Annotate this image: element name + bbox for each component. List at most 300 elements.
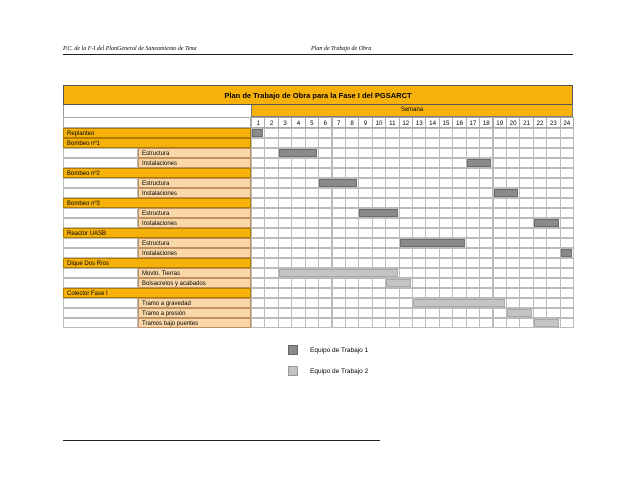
- grid-cell: [345, 168, 359, 178]
- schedule-bar-team-1: [252, 129, 263, 137]
- grid-cell: [533, 268, 547, 278]
- grid-cell: [332, 318, 346, 328]
- grid-cell: [345, 138, 359, 148]
- grid-cell: [291, 128, 305, 138]
- task-label: Tramo a gravedad: [138, 298, 251, 308]
- grid-cell: [345, 308, 359, 318]
- grid-cell: [479, 198, 493, 208]
- grid-cell: [278, 128, 292, 138]
- grid-cell: [519, 158, 533, 168]
- week-number: 4: [291, 117, 305, 128]
- grid-cell: [466, 208, 480, 218]
- category-spacer: [63, 278, 138, 288]
- grid-cell: [519, 148, 533, 158]
- grid-cell: [546, 208, 560, 218]
- grid-cell: [533, 208, 547, 218]
- grid-cell: [372, 288, 386, 298]
- grid-cell: [452, 218, 466, 228]
- grid-cell: [318, 168, 332, 178]
- grid-cell: [385, 318, 399, 328]
- grid-cell: [533, 278, 547, 288]
- category-spacer: [63, 178, 138, 188]
- week-number: 21: [519, 117, 533, 128]
- grid-cell: [412, 248, 426, 258]
- grid-cell: [546, 238, 560, 248]
- grid-cell: [519, 278, 533, 288]
- grid-cell: [372, 198, 386, 208]
- grid-cell: [493, 138, 507, 148]
- grid-cell: [439, 188, 453, 198]
- semana-header: Semana: [251, 105, 573, 117]
- grid-cell: [305, 198, 319, 208]
- grid-cell: [332, 258, 346, 268]
- grid-cell: [291, 188, 305, 198]
- grid-cell: [519, 248, 533, 258]
- grid-cell: [425, 268, 439, 278]
- grid-cell: [439, 218, 453, 228]
- grid-cell: [466, 268, 480, 278]
- week-number: 14: [425, 117, 439, 128]
- grid-cell: [372, 258, 386, 268]
- category-spacer: [63, 248, 138, 258]
- grid-cell: [466, 178, 480, 188]
- grid-cell: [546, 158, 560, 168]
- grid-cell: [425, 288, 439, 298]
- grid-cell: [479, 188, 493, 198]
- grid-cell: [305, 238, 319, 248]
- grid-cell: [533, 198, 547, 208]
- grid-cell: [305, 158, 319, 168]
- legend-swatch: [288, 345, 298, 355]
- grid-cell: [452, 228, 466, 238]
- grid-cell: [493, 218, 507, 228]
- grid-cell: [493, 208, 507, 218]
- grid-cell: [452, 248, 466, 258]
- schedule-bar-team-1: [534, 219, 559, 227]
- grid-cell: [399, 268, 413, 278]
- grid-cell: [399, 298, 413, 308]
- category-spacer: [63, 318, 138, 328]
- task-label: Estructura: [138, 148, 251, 158]
- grid-cell: [560, 128, 574, 138]
- task-label: Estructura: [138, 238, 251, 248]
- grid-cell: [533, 238, 547, 248]
- grid-cell: [493, 258, 507, 268]
- grid-cell: [412, 278, 426, 288]
- grid-cell: [533, 128, 547, 138]
- grid-cell: [506, 228, 520, 238]
- grid-cell: [385, 158, 399, 168]
- grid-cell: [264, 178, 278, 188]
- grid-cell: [412, 318, 426, 328]
- grid-cell: [479, 128, 493, 138]
- grid-cell: [533, 308, 547, 318]
- grid-cell: [479, 168, 493, 178]
- grid-cell: [385, 168, 399, 178]
- grid-cell: [519, 198, 533, 208]
- week-number: 12: [399, 117, 413, 128]
- grid-cell: [519, 298, 533, 308]
- grid-cell: [493, 198, 507, 208]
- grid-cell: [412, 228, 426, 238]
- grid-cell: [519, 238, 533, 248]
- grid-cell: [305, 168, 319, 178]
- grid-cell: [345, 318, 359, 328]
- grid-cell: [399, 188, 413, 198]
- grid-cell: [332, 248, 346, 258]
- week-number: 24: [560, 117, 574, 128]
- grid-cell: [264, 268, 278, 278]
- grid-cell: [546, 278, 560, 288]
- grid-cell: [305, 228, 319, 238]
- grid-cell: [318, 238, 332, 248]
- grid-cell: [519, 138, 533, 148]
- grid-cell: [345, 288, 359, 298]
- grid-cell: [533, 188, 547, 198]
- grid-cell: [318, 278, 332, 288]
- grid-cell: [358, 298, 372, 308]
- grid-cell: [278, 188, 292, 198]
- grid-cell: [385, 228, 399, 238]
- grid-cell: [264, 308, 278, 318]
- grid-cell: [560, 308, 574, 318]
- grid-cell: [560, 158, 574, 168]
- grid-cell: [358, 318, 372, 328]
- grid-cell: [439, 288, 453, 298]
- grid-cell: [412, 128, 426, 138]
- grid-cell: [345, 238, 359, 248]
- week-number: 19: [493, 117, 507, 128]
- grid-cell: [399, 198, 413, 208]
- week-number: 22: [533, 117, 547, 128]
- grid-cell: [546, 248, 560, 258]
- grid-cell: [332, 298, 346, 308]
- grid-cell: [251, 268, 265, 278]
- schedule-bar-team-1: [561, 249, 572, 257]
- grid-cell: [425, 198, 439, 208]
- grid-cell: [546, 138, 560, 148]
- grid-cell: [412, 188, 426, 198]
- grid-cell: [291, 198, 305, 208]
- task-label: Bolsacretos y acabados: [138, 278, 251, 288]
- grid-cell: [546, 268, 560, 278]
- week-number: 8: [345, 117, 359, 128]
- grid-cell: [358, 278, 372, 288]
- grid-cell: [318, 228, 332, 238]
- grid-cell: [560, 268, 574, 278]
- grid-cell: [439, 138, 453, 148]
- grid-cell: [358, 308, 372, 318]
- grid-cell: [506, 298, 520, 308]
- grid-cell: [332, 128, 346, 138]
- grid-cell: [372, 278, 386, 288]
- grid-cell: [372, 238, 386, 248]
- grid-cell: [466, 258, 480, 268]
- grid-cell: [399, 138, 413, 148]
- grid-cell: [385, 178, 399, 188]
- grid-cell: [493, 248, 507, 258]
- grid-cell: [264, 288, 278, 298]
- grid-cell: [425, 138, 439, 148]
- grid-cell: [560, 168, 574, 178]
- legend-item: [288, 344, 368, 356]
- grid-cell: [425, 228, 439, 238]
- grid-cell: [332, 148, 346, 158]
- grid-cell: [466, 138, 480, 148]
- grid-cell: [291, 298, 305, 308]
- grid-cell: [372, 298, 386, 308]
- grid-cell: [399, 318, 413, 328]
- grid-cell: [372, 148, 386, 158]
- grid-cell: [385, 148, 399, 158]
- week-number: 7: [332, 117, 346, 128]
- grid-cell: [412, 308, 426, 318]
- grid-cell: [251, 288, 265, 298]
- grid-cell: [466, 288, 480, 298]
- grid-cell: [291, 288, 305, 298]
- grid-cell: [278, 208, 292, 218]
- grid-cell: [399, 308, 413, 318]
- grid-cell: [439, 178, 453, 188]
- grid-cell: [519, 208, 533, 218]
- week-number: 9: [358, 117, 372, 128]
- grid-cell: [506, 168, 520, 178]
- grid-cell: [452, 268, 466, 278]
- week-number: 1: [251, 117, 265, 128]
- grid-cell: [345, 218, 359, 228]
- task-label: Movto. Tierras: [138, 268, 251, 278]
- grid-cell: [358, 178, 372, 188]
- category-spacer: [63, 308, 138, 318]
- grid-cell: [264, 298, 278, 308]
- grid-cell: [506, 288, 520, 298]
- grid-cell: [291, 308, 305, 318]
- grid-cell: [425, 258, 439, 268]
- grid-cell: [318, 148, 332, 158]
- week-number: 18: [479, 117, 493, 128]
- schedule-bar-team-2: [386, 279, 411, 287]
- grid-cell: [493, 278, 507, 288]
- grid-cell: [345, 208, 359, 218]
- grid-cell: [332, 238, 346, 248]
- grid-cell: [519, 288, 533, 298]
- grid-cell: [519, 318, 533, 328]
- grid-cell: [385, 238, 399, 248]
- grid-cell: [278, 158, 292, 168]
- grid-cell: [560, 198, 574, 208]
- grid-cell: [425, 218, 439, 228]
- grid-cell: [251, 228, 265, 238]
- grid-cell: [251, 258, 265, 268]
- grid-cell: [385, 198, 399, 208]
- grid-cell: [506, 128, 520, 138]
- grid-cell: [264, 318, 278, 328]
- grid-cell: [506, 138, 520, 148]
- category-label: Bombeo nº1: [63, 138, 251, 148]
- grid-cell: [560, 188, 574, 198]
- grid-cell: [291, 178, 305, 188]
- grid-cell: [425, 318, 439, 328]
- week-number: 20: [506, 117, 520, 128]
- grid-cell: [399, 178, 413, 188]
- category-spacer: [63, 218, 138, 228]
- grid-cell: [278, 168, 292, 178]
- semana-spacer: [63, 105, 251, 117]
- grid-cell: [479, 258, 493, 268]
- schedule-bar-team-1: [467, 159, 492, 167]
- grid-cell: [439, 198, 453, 208]
- grid-cell: [466, 198, 480, 208]
- grid-cell: [452, 148, 466, 158]
- grid-cell: [264, 278, 278, 288]
- header-rule: [63, 54, 573, 55]
- legend-item: [288, 365, 368, 377]
- grid-cell: [466, 238, 480, 248]
- grid-cell: [493, 228, 507, 238]
- week-number: 17: [466, 117, 480, 128]
- grid-cell: [439, 168, 453, 178]
- grid-cell: [358, 228, 372, 238]
- grid-cell: [466, 248, 480, 258]
- task-label: Instalaciones: [138, 248, 251, 258]
- grid-cell: [305, 138, 319, 148]
- grid-cell: [399, 288, 413, 298]
- grid-cell: [560, 318, 574, 328]
- grid-cell: [345, 198, 359, 208]
- grid-cell: [305, 188, 319, 198]
- grid-cell: [452, 178, 466, 188]
- schedule-bar-team-1: [319, 179, 357, 187]
- grid-cell: [345, 248, 359, 258]
- category-spacer: [63, 208, 138, 218]
- grid-cell: [466, 278, 480, 288]
- grid-cell: [345, 128, 359, 138]
- grid-cell: [493, 168, 507, 178]
- grid-cell: [264, 228, 278, 238]
- grid-cell: [439, 258, 453, 268]
- grid-cell: [425, 158, 439, 168]
- grid-cell: [332, 168, 346, 178]
- grid-cell: [479, 148, 493, 158]
- grid-cell: [560, 258, 574, 268]
- grid-cell: [493, 268, 507, 278]
- grid-cell: [519, 178, 533, 188]
- grid-cell: [264, 148, 278, 158]
- header-left: P.C. de la F-I del PlanGeneral de Saneamiento de Tena: [63, 46, 197, 52]
- grid-cell: [305, 208, 319, 218]
- grid-cell: [560, 278, 574, 288]
- grid-cell: [345, 188, 359, 198]
- grid-cell: [372, 248, 386, 258]
- grid-cell: [399, 258, 413, 268]
- grid-cell: [291, 238, 305, 248]
- grid-cell: [305, 128, 319, 138]
- grid-cell: [332, 158, 346, 168]
- grid-cell: [439, 148, 453, 158]
- category-spacer: [63, 148, 138, 158]
- grid-cell: [519, 128, 533, 138]
- grid-cell: [479, 138, 493, 148]
- grid-cell: [332, 308, 346, 318]
- grid-cell: [546, 128, 560, 138]
- grid-cell: [385, 138, 399, 148]
- grid-cell: [439, 278, 453, 288]
- grid-cell: [291, 318, 305, 328]
- grid-cell: [251, 148, 265, 158]
- grid-cell: [425, 148, 439, 158]
- grid-cell: [479, 288, 493, 298]
- grid-cell: [412, 258, 426, 268]
- grid-cell: [506, 318, 520, 328]
- schedule-bar-team-1: [279, 149, 317, 157]
- week-number: 5: [305, 117, 319, 128]
- week-number: 23: [546, 117, 560, 128]
- category-spacer: [63, 188, 138, 198]
- grid-cell: [479, 178, 493, 188]
- grid-cell: [372, 128, 386, 138]
- grid-cell: [466, 168, 480, 178]
- grid-cell: [425, 308, 439, 318]
- category-label: Reactor UASB: [63, 228, 251, 238]
- grid-cell: [278, 258, 292, 268]
- grid-cell: [332, 138, 346, 148]
- grid-cell: [291, 228, 305, 238]
- grid-cell: [251, 198, 265, 208]
- footer-rule: [63, 440, 380, 441]
- grid-cell: [506, 148, 520, 158]
- category-label: Dique Dos Ríos: [63, 258, 251, 268]
- grid-cell: [264, 138, 278, 148]
- grid-cell: [533, 298, 547, 308]
- grid-cell: [466, 218, 480, 228]
- grid-cell: [332, 278, 346, 288]
- grid-cell: [452, 308, 466, 318]
- grid-cell: [439, 308, 453, 318]
- schedule-bar-team-2: [413, 299, 505, 307]
- grid-cell: [332, 228, 346, 238]
- grid-cell: [278, 218, 292, 228]
- grid-cell: [318, 198, 332, 208]
- schedule-bar-team-2: [534, 319, 559, 327]
- grid-cell: [358, 288, 372, 298]
- grid-cell: [412, 148, 426, 158]
- grid-cell: [372, 318, 386, 328]
- grid-cell: [278, 288, 292, 298]
- grid-cell: [493, 308, 507, 318]
- grid-cell: [318, 258, 332, 268]
- grid-cell: [399, 248, 413, 258]
- grid-cell: [533, 178, 547, 188]
- grid-cell: [291, 248, 305, 258]
- category-spacer: [63, 268, 138, 278]
- grid-cell: [452, 288, 466, 298]
- grid-cell: [519, 188, 533, 198]
- grid-cell: [318, 218, 332, 228]
- grid-cell: [546, 228, 560, 238]
- grid-cell: [278, 298, 292, 308]
- grid-cell: [278, 248, 292, 258]
- grid-cell: [399, 128, 413, 138]
- grid-cell: [372, 218, 386, 228]
- grid-cell: [506, 208, 520, 218]
- grid-cell: [251, 308, 265, 318]
- grid-cell: [358, 218, 372, 228]
- grid-cell: [452, 278, 466, 288]
- grid-cell: [251, 298, 265, 308]
- grid-cell: [399, 228, 413, 238]
- grid-cell: [452, 258, 466, 268]
- grid-cell: [305, 248, 319, 258]
